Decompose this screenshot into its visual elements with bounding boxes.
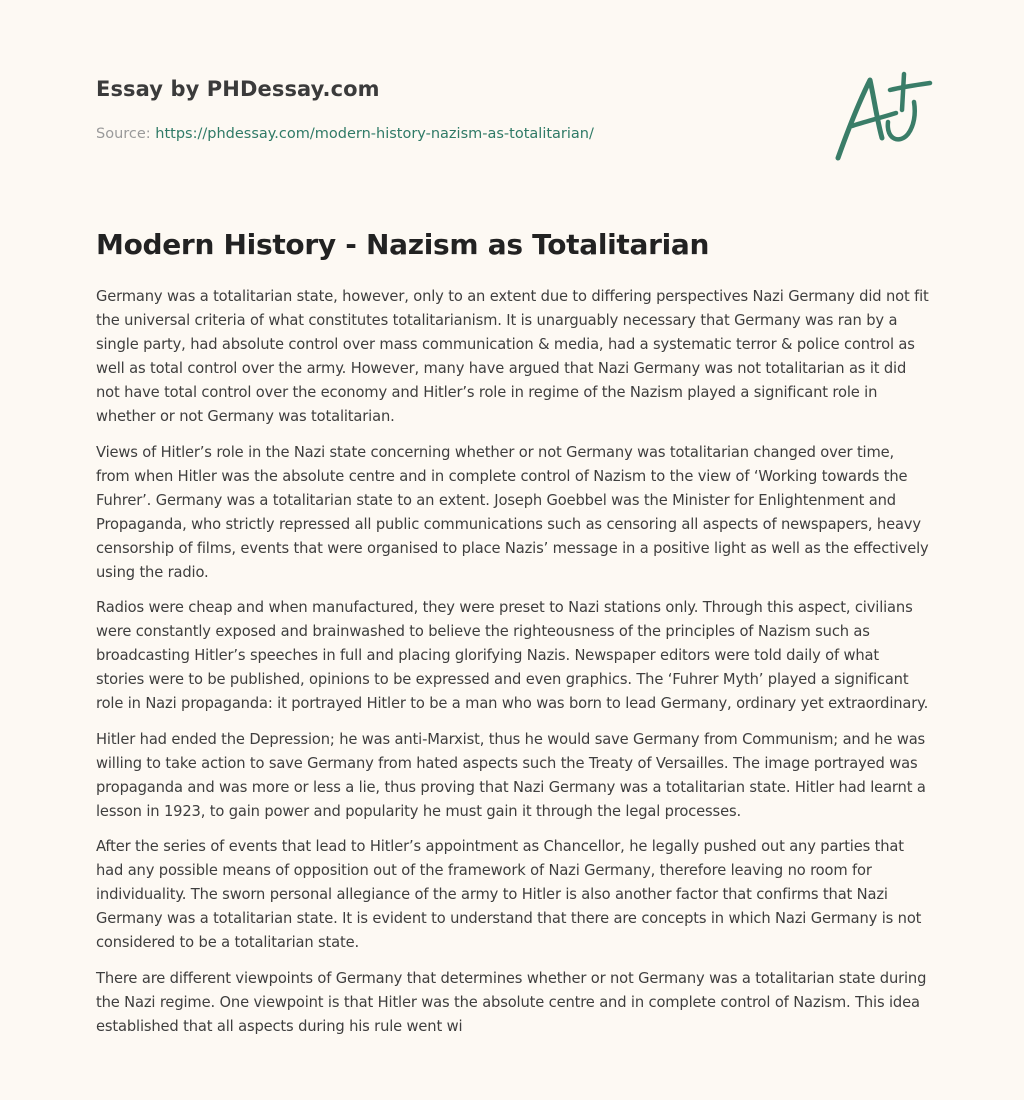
essay-paragraph-5: After the series of events that lead to Hitler’s appointment as Chancellor, he legally pushed out any parties that had any possible means of opposition out of the framework of Nazi Germany, therefore leaving no room for individuality. The sworn personal allegiance of the army to Hitler is also another factor that confirms that Nazi Germany was a totalitarian state. It is evident to understand that there are concepts in which Nazi Germany is not considered to be a totalitarian state.	[96, 838, 922, 951]
source-line	[96, 124, 594, 144]
a-plus-logo-icon	[830, 68, 934, 164]
essay-paragraph-3: Radios were cheap and when manufactured, they were preset to Nazi stations only. Through this aspect, civilians were constantly exposed and brainwashed to believe the righteousness of the principles of Nazism such as broadcasting Hitler’s speeches in full and placing glorifying Nazis. Newspaper editors were told daily of what stories were to be published, opinions to be expressed and even graphics. The ‘Fuhrer Myth’ played a significant role in Nazi propaganda: it portrayed Hitler to be a man who was born to lead Germany, ordinary yet extraordinary.	[96, 599, 929, 712]
source-label: Source:	[96, 126, 156, 142]
site-title: Essay by PHDessay.com	[96, 77, 380, 101]
essay-title: Modern History - Nazism as Totalitarian	[96, 228, 710, 261]
essay-paragraph-2: Views of Hitler’s role in the Nazi state concerning whether or not Germany was totalitarian changed over time, from when Hitler was the absolute centre and in complete control of Nazism to the view of ‘Working towards the Fuhrer’. Germany was a totalitarian state to an extent. Joseph Goebbel was the Minister for Enlightenment and Propaganda, who strictly repressed all public communications such as censoring all aspects of newspapers, heavy censorship of films, events that were organised to place Nazis’ message in a positive light as well as the effectively using the radio.	[96, 443, 929, 581]
essay-paragraph-1: Germany was a totalitarian state, however, only to an extent due to differing perspectives Nazi Germany did not fit the universal criteria of what constitutes totalitarianism. It is unarguably necessary that Germany was ran by a single party, had absolute control over mass communication & media, had a systematic terror & police control as well as total control over the army. However, many have argued that Nazi Germany was not totalitarian as it did not have total control over the economy and Hitler’s role in regime of the Nazism played a significant role in whether or not Germany was totalitarian.	[96, 288, 929, 425]
essay-paragraph-4: Hitler had ended the Depression; he was anti-Marxist, thus he would save Germany from Communism; and he was willing to take action to save Germany from hated aspects such the Treaty of Versailles. The image portrayed was propaganda and was more or less a lie, thus proving that Nazi Germany was a totalitarian state. Hitler had learnt a lesson in 1923, to gain power and popularity he must gain it through the legal processes.	[96, 730, 926, 820]
essay-paragraph-6: There are different viewpoints of Germany that determines whether or not Germany was a totalitarian state during the Nazi regime. One viewpoint is that Hitler was the absolute centre and in complete control of Nazism. This idea established that all aspects during his rule went wi	[96, 969, 927, 1035]
essay-page	[96, 0, 930, 1100]
page-header	[96, 74, 930, 184]
source-link[interactable]: https://phdessay.com/modern-history-nazism-as-totalitarian/	[155, 126, 594, 142]
essay-body	[96, 285, 930, 1050]
